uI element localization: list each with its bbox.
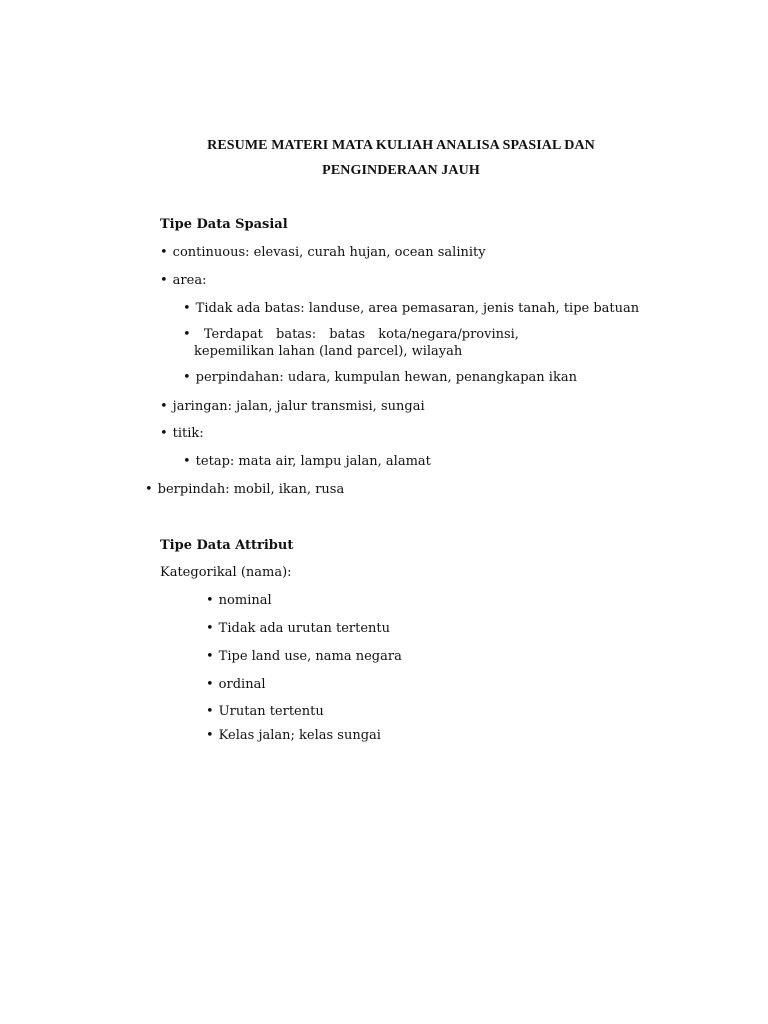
sub-list-item-terdapat-batas-continued: kepemilikan lahan (land parcel), wilayah: [194, 344, 463, 359]
document-title-line-2: PENGINDERAAN JAUH: [322, 163, 480, 178]
bullet: •: [183, 454, 191, 469]
list-item-berpindah: [145, 482, 344, 498]
list-item-text: tetap: mata air, lampu jalan, alamat: [195, 454, 431, 469]
bullet: •: [183, 327, 191, 342]
sub-list-item-tidak-ada-batas: [183, 301, 639, 317]
list-item-text: Tidak ada urutan tertentu: [218, 621, 390, 636]
sub-list-item-perpindahan: [183, 370, 577, 386]
bullet: •: [206, 593, 214, 608]
list-item-text: Kelas jalan; kelas sungai: [218, 728, 381, 743]
attribute-list-item: [206, 621, 390, 637]
bullet: •: [183, 301, 191, 316]
attribute-list-item: [206, 728, 381, 744]
bullet: •: [206, 728, 214, 743]
sub-list-item-terdapat-batas: [183, 327, 519, 343]
list-item-text: continuous: elevasi, curah hujan, ocean salinity: [172, 245, 486, 260]
document-title-line-1: RESUME MATERI MATA KULIAH ANALISA SPASIAL DAN: [207, 138, 595, 153]
bullet: •: [206, 621, 214, 636]
kategorikal-label: Kategorikal (nama):: [160, 565, 292, 580]
bullet: •: [160, 426, 168, 441]
bullet: •: [206, 649, 214, 664]
list-item-text: ordinal: [218, 677, 266, 692]
list-item-text: perpindahan: udara, kumpulan hewan, penangkapan ikan: [195, 370, 577, 385]
section-heading-tipe-data-spasial: Tipe Data Spasial: [160, 217, 288, 232]
list-item-titik: [160, 426, 204, 442]
attribute-list-item: [206, 677, 265, 693]
list-item-text: nominal: [218, 593, 272, 608]
word: batas:: [276, 327, 317, 342]
list-item-jaringan: [160, 399, 425, 415]
list-item-text: Tipe land use, nama negara: [218, 649, 402, 664]
bullet: •: [160, 273, 168, 288]
list-item-text: berpindah: mobil, ikan, rusa: [157, 482, 345, 497]
list-item-text: Urutan tertentu: [218, 704, 324, 719]
justified-line: [183, 327, 519, 343]
list-item-text: Tidak ada batas: landuse, area pemasaran, jenis tanah, tipe batuan: [195, 301, 640, 316]
list-item-area: [160, 273, 206, 289]
bullet: •: [206, 677, 214, 692]
word: kota/negara/provinsi,: [378, 327, 519, 342]
bullet: •: [160, 399, 168, 414]
section-heading-tipe-data-attribut: Tipe Data Attribut: [160, 538, 294, 553]
bullet: •: [160, 245, 168, 260]
list-item-text: jaringan: jalan, jalur transmisi, sungai: [172, 399, 425, 414]
attribute-list-item: [206, 704, 324, 720]
word: batas: [329, 327, 366, 342]
bullet: •: [145, 482, 153, 497]
attribute-list-item: [206, 593, 272, 609]
list-item-text: titik:: [172, 426, 204, 441]
list-item-continuous: [160, 245, 486, 261]
word: Terdapat: [203, 327, 263, 342]
bullet: •: [206, 704, 214, 719]
bullet: •: [183, 370, 191, 385]
attribute-list-item: [206, 649, 402, 665]
list-item-text: area:: [172, 273, 207, 288]
sub-list-item-tetap: [183, 454, 431, 470]
